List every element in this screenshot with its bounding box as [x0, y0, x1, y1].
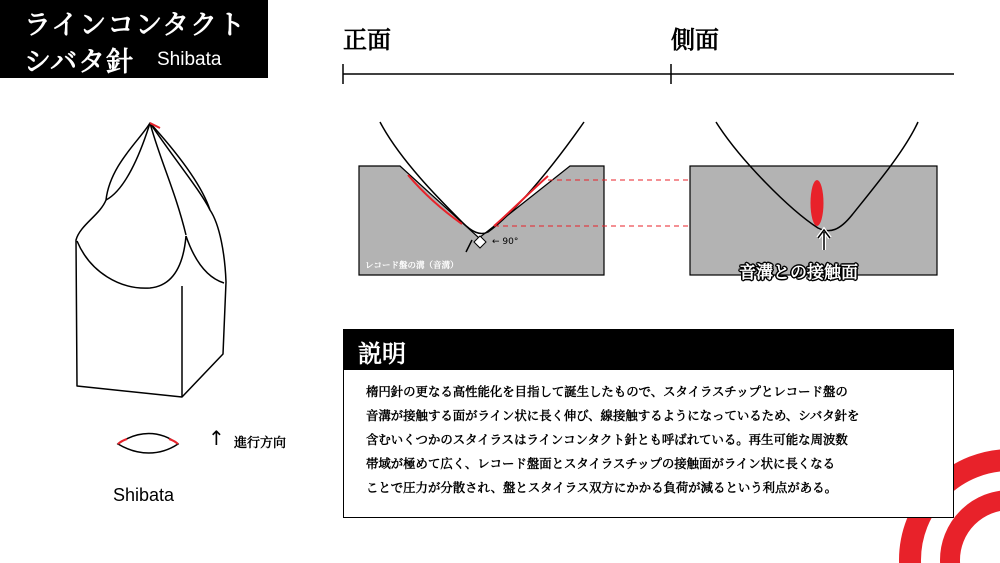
description-heading: 説明	[358, 340, 406, 368]
description-line: 帯域が極めて広く、レコード盤面とスタイラスチップの接触面がライン状に長くなる	[366, 456, 835, 471]
direction-label: 進行方向	[234, 436, 287, 451]
description-panel	[343, 329, 954, 518]
stylus-cross-section	[118, 434, 178, 454]
title-line-1: ラインコンタクト	[24, 10, 247, 41]
angle-caption: ← 90°	[492, 237, 519, 247]
groove-caption: レコード盤の溝（音溝）	[365, 261, 459, 271]
description-line: 音溝が接触する面がライン状に長く伸び、線接触するようになっているため、シバタ針を	[366, 408, 860, 423]
description-line: 含むいくつかのスタイラスはラインコンタクト針とも呼ばれている。再生可能な周波数	[366, 432, 848, 447]
side-view-groove	[690, 122, 937, 275]
description-header	[344, 330, 953, 370]
view-header-rule	[343, 64, 954, 84]
stylus-3d-illustration	[76, 123, 226, 397]
title-line-2: シバタ針	[24, 47, 135, 78]
stylus-caption: Shibata	[113, 485, 175, 505]
description-body	[366, 380, 941, 500]
description-line: 楕円針の更なる高性能化を目指して誕生したもので、スタイラスチップとレコード盤の	[366, 384, 848, 399]
side-view-label: 側面	[671, 26, 719, 54]
description-line: ことで圧力が分散され、盤とスタイラス双方にかかる負荷が減るという利点がある。	[366, 480, 837, 495]
front-view-groove	[359, 122, 604, 275]
contact-surface-caption: 音溝との接触面	[739, 263, 858, 283]
arrow-up-icon: ↑	[208, 426, 225, 450]
front-view-label: 正面	[343, 26, 391, 54]
title-english: Shibata	[157, 49, 222, 70]
